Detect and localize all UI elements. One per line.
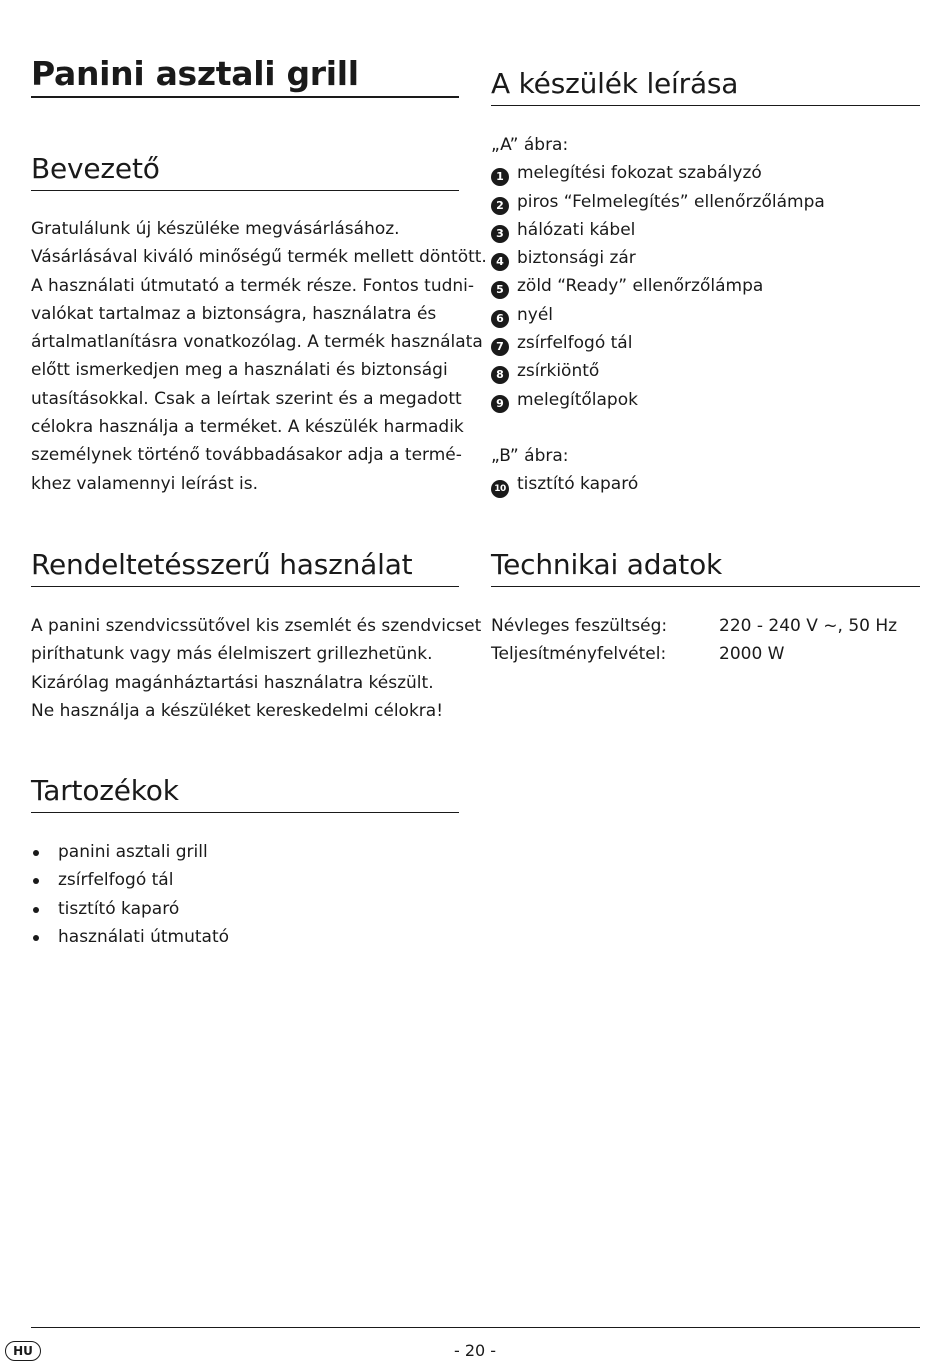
intro-line: A használati útmutató a termék része. Fontos tudni-: [31, 275, 475, 296]
part-label: piros “Felmelegítés” ellenőrzőlámpa: [517, 191, 825, 212]
list-item: [31, 838, 459, 866]
list-item: [491, 272, 920, 300]
figure-a-label: „A” ábra:: [491, 135, 569, 155]
intro-line: Vásárlásával kiváló minőségű termék mellett döntött.: [31, 247, 487, 268]
intended-use-heading: Rendeltetésszerű használat: [31, 547, 459, 587]
part-label: melegítőlapok: [517, 389, 638, 410]
accessory-label: panini asztali grill: [58, 842, 208, 862]
list-item: [491, 301, 920, 329]
intro-paragraph: [31, 215, 487, 498]
intended-use-line: Ne használja a készüléket kereskedelmi célokra!: [31, 700, 444, 721]
number-8-icon: 8: [491, 366, 509, 384]
technical-value: 2000 W: [719, 644, 785, 665]
bullet-icon: [33, 935, 39, 941]
part-label: melegítési fokozat szabályzó: [517, 163, 762, 184]
table-row: [491, 612, 920, 640]
intro-heading: Bevezető: [31, 151, 459, 191]
table-row: [491, 640, 920, 668]
bullet-icon: [33, 878, 39, 884]
technical-value: 220 - 240 V ~, 50 Hz: [719, 616, 898, 636]
part-label: biztonsági zár: [517, 248, 636, 269]
intro-line: személynek történő továbbadásakor adja a termé-: [31, 445, 462, 466]
list-item: [31, 866, 459, 894]
list-item: [491, 329, 920, 357]
part-label: tisztító kaparó: [517, 474, 639, 495]
part-label: zsírfelfogó tál: [517, 333, 633, 354]
intro-line: utasításokkal. Csak a leírtak szerint és a megadott: [31, 388, 462, 409]
list-item: [491, 357, 920, 385]
intro-line: előtt ismerkedjen meg a használati és biztonsági: [31, 360, 448, 381]
number-3-icon: 3: [491, 225, 509, 243]
accessories-list: [31, 838, 459, 951]
intro-line: ártalmatlanításra vonatkozólag. A termék használata: [31, 332, 483, 353]
list-item: [491, 159, 920, 187]
part-label: hálózati kábel: [517, 219, 636, 240]
technical-heading: Technikai adatok: [491, 547, 920, 587]
number-6-icon: 6: [491, 310, 509, 328]
accessory-label: használati útmutató: [58, 926, 230, 947]
list-item: [491, 244, 920, 272]
number-2-icon: 2: [491, 197, 509, 215]
figure-b-parts-list: [491, 442, 920, 499]
part-label: nyél: [517, 304, 554, 325]
intro-line: khez valamennyi leírást is.: [31, 473, 259, 494]
list-item: [31, 923, 459, 951]
language-badge: HU: [5, 1341, 41, 1361]
bullet-icon: [33, 907, 39, 913]
list-item: [491, 188, 920, 216]
number-9-icon: 9: [491, 395, 509, 413]
bullet-icon: [33, 850, 39, 856]
technical-table: [491, 612, 920, 672]
description-heading: A készülék leírása: [491, 66, 920, 106]
part-label: zsírkiöntő: [517, 361, 600, 382]
list-item: [491, 470, 920, 498]
number-5-icon: 5: [491, 281, 509, 299]
intended-use-paragraph: [31, 612, 482, 725]
list-item: [491, 386, 920, 414]
intended-use-line: piríthatunk vagy más élelmiszert grillezhetünk.: [31, 644, 433, 665]
number-1-icon: 1: [491, 168, 509, 186]
number-4-icon: 4: [491, 253, 509, 271]
intended-use-line: Kizárólag magánháztartási használatra készült.: [31, 672, 434, 693]
technical-label: Névleges feszültség:: [491, 616, 668, 636]
technical-label: Teljesítményfelvétel:: [491, 644, 667, 665]
number-7-icon: 7: [491, 338, 509, 356]
accessory-label: zsírfelfogó tál: [58, 870, 174, 891]
footer-divider: [31, 1327, 920, 1328]
intro-line: célokra használja a terméket. A készülék harmadik: [31, 417, 464, 438]
page-number: - 20 -: [453, 1341, 497, 1360]
list-item: [491, 216, 920, 244]
number-10-icon: 10: [491, 480, 509, 498]
part-label: zöld “Ready” ellenőrzőlámpa: [517, 276, 764, 297]
page-title: Panini asztali grill: [31, 53, 459, 98]
intended-use-line: A panini szendvicssütővel kis zsemlét és szendvicset: [31, 616, 482, 636]
list-item: [31, 895, 459, 923]
intro-line: Gratulálunk új készüléke megvásárlásához.: [31, 219, 400, 239]
accessories-heading: Tartozékok: [31, 773, 459, 813]
accessory-label: tisztító kaparó: [58, 898, 180, 919]
figure-a-parts-list: [491, 131, 920, 414]
figure-b-label: „B” ábra:: [491, 446, 569, 466]
intro-line: valókat tartalmaz a biztonságra, használatra és: [31, 303, 437, 324]
